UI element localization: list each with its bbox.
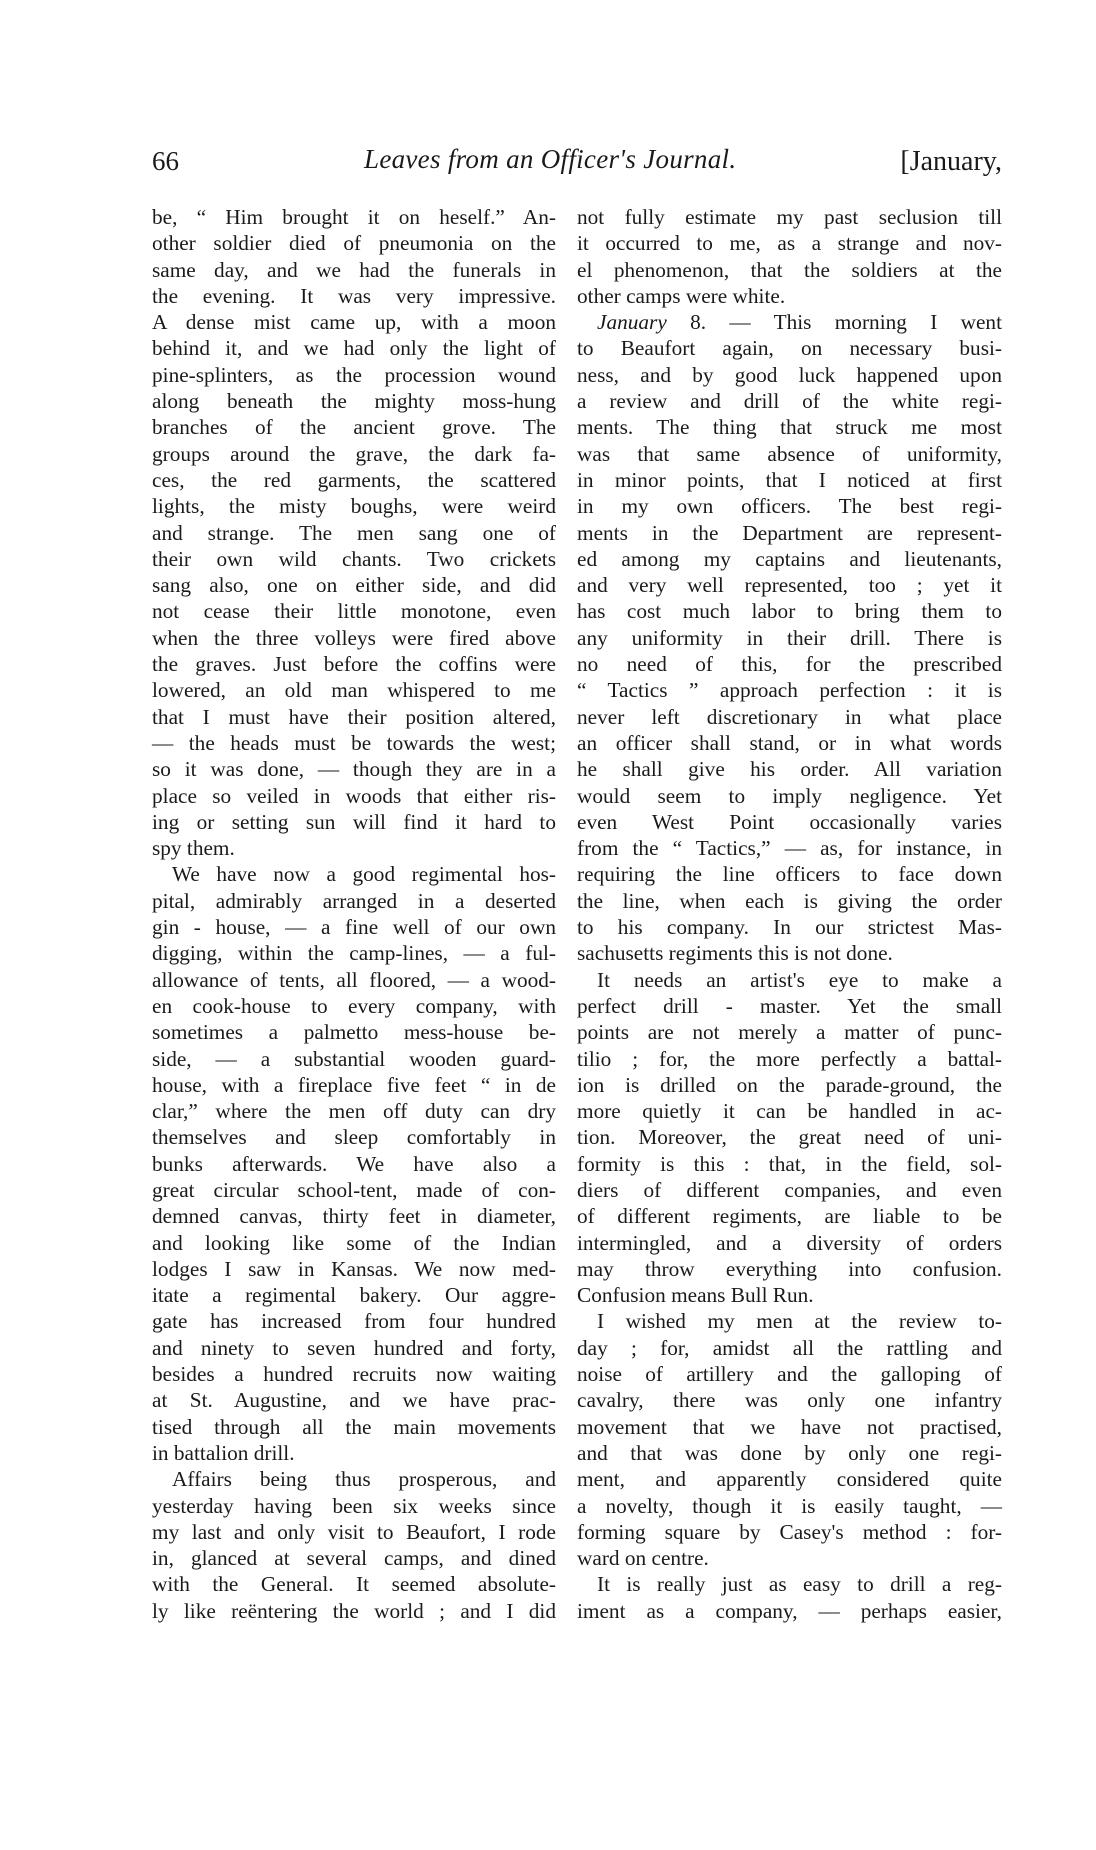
text-line: has cost much labor to bring them to — [577, 599, 1002, 624]
text-line: ces, the red garments, the scattered — [152, 467, 556, 492]
text-line: tion. Moreover, the great need of uni- — [577, 1125, 1002, 1150]
text-line: Affairs being thus prosperous, and — [172, 1467, 556, 1492]
text-line: I wished my men at the review to- — [597, 1309, 1002, 1334]
text-line: and strange. The men sang one of — [152, 520, 556, 545]
text-line: to Beaufort again, on necessary busi- — [577, 336, 1002, 361]
text-line: sachusetts regiments this is not done. — [577, 941, 893, 966]
text-line: their own wild chants. Two crickets — [152, 546, 556, 571]
text-line: groups around the grave, the dark fa- — [152, 441, 556, 466]
text-line: demned canvas, thirty feet in diameter, — [152, 1204, 556, 1229]
text-line: may throw everything into confusion. — [577, 1256, 1002, 1281]
text-line: not cease their little monotone, even — [152, 599, 556, 624]
text-line: — the heads must be towards the west; — [152, 730, 556, 755]
text-line: with the General. It seemed absolute- — [152, 1572, 556, 1597]
text-line: same day, and we had the funerals in — [152, 257, 556, 282]
text-line: other soldier died of pneumonia on the — [152, 231, 556, 256]
text-line: the evening. It was very impressive. — [152, 283, 556, 308]
text-line: and looking like some of the Indian — [152, 1230, 556, 1255]
text-line: ness, and by good luck happened upon — [577, 362, 1002, 387]
text-line: sang also, one on either side, and did — [152, 573, 556, 598]
page-number: 66 — [152, 146, 179, 176]
text-line: intermingled, and a diversity of orders — [577, 1230, 1002, 1255]
text-line: ly like reëntering the world ; and I did — [152, 1598, 556, 1623]
text-line: even West Point occasionally varies — [577, 809, 1002, 834]
text-line: more quietly it can be handled in ac- — [577, 1099, 1002, 1124]
text-line: he shall give his order. All variation — [577, 757, 1002, 782]
text-line: bunks afterwards. We have also a — [152, 1151, 556, 1176]
text-line: forming square by Casey's method : for- — [577, 1519, 1002, 1544]
text-line: iment as a company, — perhaps easier, — [577, 1598, 1002, 1623]
text-line: be, “ Him brought it on heself.” An- — [152, 205, 556, 229]
text-line: requiring the line officers to face down — [577, 862, 1002, 887]
text-line: perfect drill - master. Yet the small — [577, 993, 1002, 1018]
text-line: would seem to imply negligence. Yet — [577, 783, 1002, 808]
text-line: formity is this : that, in the field, sol- — [577, 1151, 1002, 1176]
text-line: en cook-house to every company, with — [152, 993, 556, 1018]
text-line: a review and drill of the white regi- — [577, 389, 1002, 414]
text-line: themselves and sleep comfortably in — [152, 1125, 556, 1150]
running-header — [152, 140, 1002, 180]
text-line: branches of the ancient grove. The — [152, 415, 556, 440]
text-line: in, glanced at several camps, and dined — [152, 1546, 556, 1571]
text-line: movement that we have not practised, — [577, 1414, 1002, 1439]
text-line: It is really just as easy to drill a reg- — [597, 1572, 1002, 1597]
text-line: side, — a substantial wooden guard- — [152, 1046, 556, 1071]
text-line: was that same absence of uniformity, — [577, 441, 1002, 466]
text-line: lowered, an old man whispered to me — [152, 678, 556, 703]
text-line: lodges I saw in Kansas. We now med- — [152, 1256, 556, 1281]
text-line: “ Tactics ” approach perfection : it is — [577, 678, 1002, 703]
text-line: to his company. In our strictest Mas- — [577, 915, 1002, 940]
text-line: in my own officers. The best regi- — [577, 494, 1002, 519]
text-line: ion is drilled on the parade-ground, the — [577, 1072, 1002, 1097]
text-line: when the three volleys were fired above — [152, 625, 556, 650]
text-column-left — [152, 204, 556, 1624]
text-line: at St. Augustine, and we have prac- — [152, 1388, 556, 1413]
text-line: from the “ Tactics,” — as, for instance, in — [577, 836, 1002, 861]
text-line: no need of this, for the prescribed — [577, 652, 1002, 677]
text-line: the graves. Just before the coffins were — [152, 652, 556, 677]
text-column-right — [577, 204, 1002, 1624]
text-line: in minor points, that I noticed at first — [577, 467, 1002, 492]
text-line: January 8. — This morning I went — [597, 310, 1002, 335]
text-line: clar,” where the men off duty can dry — [152, 1099, 556, 1124]
text-line: that I must have their position altered, — [152, 704, 556, 729]
text-line: points are not merely a matter of punc- — [577, 1020, 1002, 1045]
text-line: Confusion means Bull Run. — [577, 1283, 814, 1308]
text-line: so it was done, — though they are in a — [152, 757, 556, 782]
running-date: [January, — [900, 146, 1002, 177]
text-line: ed among my captains and lieutenants, — [577, 546, 1002, 571]
text-line: ments in the Department are represent- — [577, 520, 1002, 545]
date-heading: January — [597, 310, 667, 335]
running-title: Leaves from an Officer's Journal. — [364, 144, 737, 174]
text-line: ment, and apparently considered quite — [577, 1467, 1002, 1492]
text-line: cavalry, there was only one infantry — [577, 1388, 1002, 1413]
text-line: noise of artillery and the galloping of — [577, 1362, 1002, 1387]
text-line: A dense mist came up, with a moon — [152, 310, 556, 335]
text-line: ward on centre. — [577, 1546, 709, 1571]
text-line: a novelty, though it is easily taught, — — [577, 1493, 1002, 1518]
text-line: diers of different companies, and even — [577, 1177, 1002, 1202]
text-line: tilio ; for, the more perfectly a battal- — [577, 1046, 1002, 1071]
text-line: house, with a fireplace five feet “ in de — [152, 1072, 556, 1097]
text-line: allowance of tents, all floored, — a wood- — [152, 967, 556, 992]
text-line: the line, when each is giving the order — [577, 888, 1002, 913]
text-line: spy them. — [152, 836, 235, 861]
text-line: and that was done by only one regi- — [577, 1440, 1002, 1465]
text-line: other camps were white. — [577, 283, 786, 308]
text-line: it occurred to me, as a strange and nov- — [577, 231, 1002, 256]
text-line: along beneath the mighty moss-hung — [152, 389, 556, 414]
text-line: and ninety to seven hundred and forty, — [152, 1335, 556, 1360]
text-line: besides a hundred recruits now waiting — [152, 1362, 556, 1387]
text-line: any uniformity in their drill. There is — [577, 625, 1002, 650]
text-line: behind it, and we had only the light of — [152, 336, 556, 361]
text-line: ments. The thing that struck me most — [577, 415, 1002, 440]
text-line: of different regiments, are liable to be — [577, 1204, 1002, 1229]
text-line: pine-splinters, as the procession wound — [152, 362, 556, 387]
text-line: never left discretionary in what place — [577, 704, 1002, 729]
text-line: not fully estimate my past seclusion till — [577, 205, 1002, 229]
text-line: yesterday having been six weeks since — [152, 1493, 556, 1518]
text-line: el phenomenon, that the soldiers at the — [577, 257, 1002, 282]
text-line: place so veiled in woods that either ris- — [152, 783, 556, 808]
text-line: sometimes a palmetto mess-house be- — [152, 1020, 556, 1045]
text-line: lights, the misty boughs, were weird — [152, 494, 556, 519]
text-line: pital, admirably arranged in a deserted — [152, 888, 556, 913]
text-line: It needs an artist's eye to make a — [597, 967, 1002, 992]
text-line: gate has increased from four hundred — [152, 1309, 556, 1334]
text-line: ing or setting sun will find it hard to — [152, 809, 556, 834]
text-line: great circular school-tent, made of con- — [152, 1177, 556, 1202]
text-line: gin - house, — a fine well of our own — [152, 915, 556, 940]
text-line: day ; for, amidst all the rattling and — [577, 1335, 1002, 1360]
text-line: and very well represented, too ; yet it — [577, 573, 1002, 598]
text-line: We have now a good regimental hos- — [172, 862, 556, 887]
text-line: in battalion drill. — [152, 1440, 295, 1465]
text-line: digging, within the camp-lines, — a ful- — [152, 941, 556, 966]
text-line: an officer shall stand, or in what words — [577, 730, 1002, 755]
text-line: itate a regimental bakery. Our aggre- — [152, 1283, 556, 1308]
text-line: tised through all the main movements — [152, 1414, 556, 1439]
text-line: my last and only visit to Beaufort, I rode — [152, 1519, 556, 1544]
